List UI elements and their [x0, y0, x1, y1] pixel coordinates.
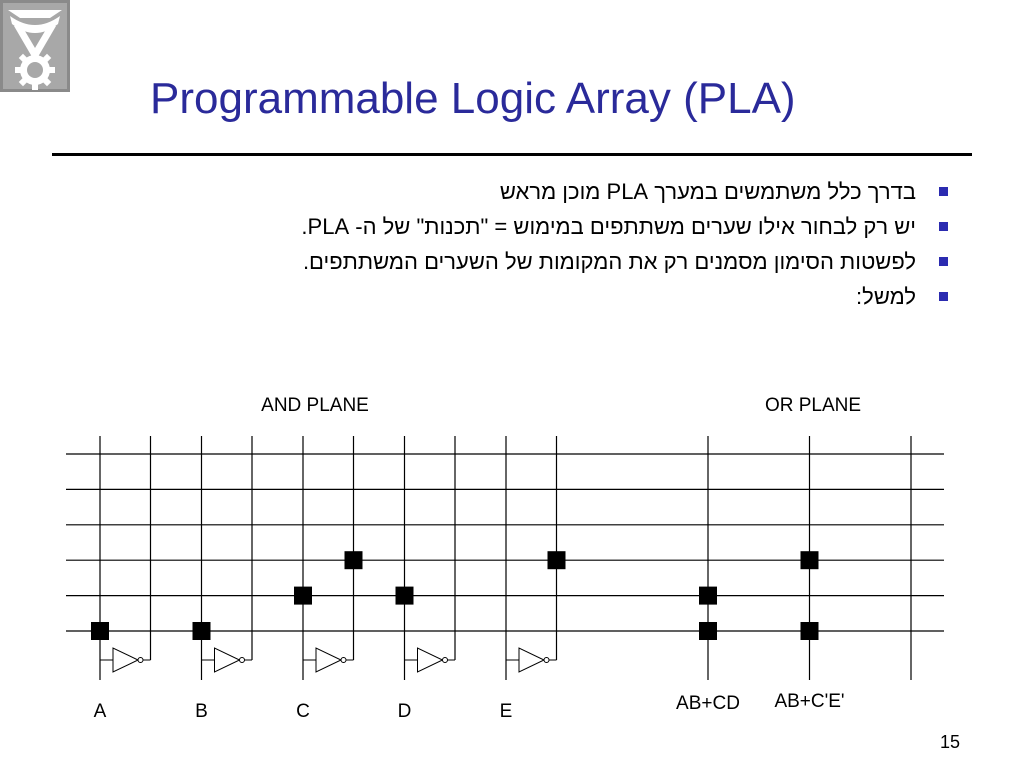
inverter-bubble	[443, 658, 448, 663]
inverter-gate-icon	[113, 648, 138, 672]
and-connection-mark	[396, 587, 414, 605]
bullet-item	[134, 178, 954, 205]
pla-diagram	[0, 380, 1024, 720]
output-label-1: AB+CD	[676, 693, 740, 714]
bullet-item	[134, 283, 954, 310]
square-bullet-icon	[939, 187, 948, 196]
square-bullet-icon	[939, 257, 948, 266]
and-connection-mark	[548, 551, 566, 569]
or-plane-label: OR PLANE	[764, 395, 862, 416]
input-label-c: C	[296, 701, 310, 720]
institution-logo-icon	[0, 0, 70, 92]
input-label-a: A	[93, 701, 107, 720]
and-connection-mark	[193, 622, 211, 640]
inverter-bubble	[544, 658, 549, 663]
inverter-bubble	[240, 658, 245, 663]
square-bullet-icon	[939, 292, 948, 301]
inverter-gate-icon	[519, 648, 544, 672]
page-number: 15	[940, 732, 961, 752]
bullet-text: לפשטות הסימון מסמנים רק את המקומות של השערים המשתתפים.	[302, 249, 916, 274]
input-inverters	[100, 648, 557, 672]
inverter-bubble	[138, 658, 143, 663]
title-divider	[52, 153, 972, 156]
or-connection-mark	[801, 551, 819, 569]
bullet-item	[134, 213, 954, 240]
slide-title: Programmable Logic Array (PLA)	[150, 74, 796, 123]
and-connection-mark	[91, 622, 109, 640]
inverter-gate-icon	[316, 648, 341, 672]
or-connection-mark	[699, 622, 717, 640]
and-plane-label: AND PLANE	[261, 395, 369, 416]
input-label-d: D	[397, 701, 412, 720]
output-label-2: AB+C'E'	[774, 691, 845, 712]
and-connection-mark	[345, 551, 363, 569]
inverter-gate-icon	[215, 648, 240, 672]
or-connection-mark	[801, 622, 819, 640]
input-label-b: B	[195, 701, 208, 720]
bullet-list	[134, 178, 954, 318]
bullet-item	[134, 248, 954, 275]
square-bullet-icon	[939, 222, 948, 231]
inverter-bubble	[341, 658, 346, 663]
and-connection-mark	[294, 587, 312, 605]
inverter-gate-icon	[418, 648, 443, 672]
bullet-text: יש רק לבחור אילו שערים משתתפים במימוש = "תכנות" של ה- PLA.	[301, 214, 916, 239]
bullet-text: בדרך כלל משתמשים במערך PLA מוכן מראש	[499, 179, 916, 204]
bullet-text: למשל:	[856, 284, 916, 309]
io-labels	[94, 691, 845, 720]
input-label-e: E	[499, 701, 513, 720]
or-connection-mark	[699, 587, 717, 605]
